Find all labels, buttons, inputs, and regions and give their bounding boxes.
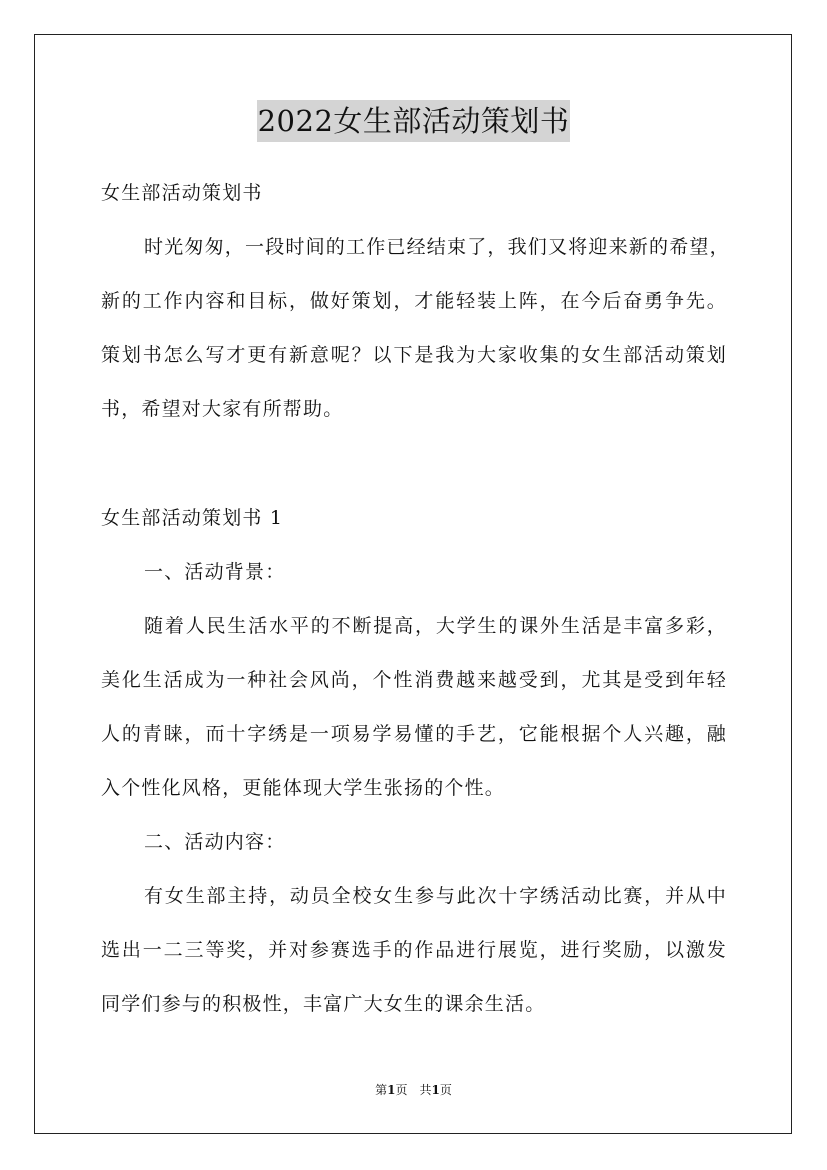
document-subtitle: 女生部活动策划书 <box>101 182 263 204</box>
heading-content: 二、活动内容： <box>144 831 286 853</box>
intro-line-1: 时光匆匆，一段时间的工作已经结束了，我们又将迎来新的希望， <box>144 236 730 258</box>
intro-line-4: 书，希望对大家有所帮助。 <box>101 398 344 420</box>
content-line-2: 选出一二三等奖，并对参赛选手的作品进行展览，进行奖励，以激发 <box>101 939 727 961</box>
footer-suffix: 页 <box>439 1083 452 1097</box>
content-line-1: 有女生部主持，动员全校女生参与此次十字绣活动比赛，并从中 <box>144 885 727 907</box>
background-line-1: 随着人民生活水平的不断提高，大学生的课外生活是丰富多彩， <box>144 615 727 637</box>
content-line-3: 同学们参与的积极性，丰富广大女生的课余生活。 <box>101 993 546 1015</box>
intro-line-3: 策划书怎么写才更有新意呢？以下是我为大家收集的女生部活动策划 <box>101 344 727 366</box>
footer-mid: 页 共 <box>395 1083 432 1097</box>
footer-prefix: 第 <box>375 1083 388 1097</box>
title-container <box>0 100 827 142</box>
section-title: 女生部活动策划书 1 <box>101 507 284 529</box>
background-line-2: 美化生活成为一种社会风尚，个性消费越来越受到，尤其是受到年轻 <box>101 669 727 691</box>
background-line-4: 入个性化风格，更能体现大学生张扬的个性。 <box>101 777 506 799</box>
document-title: 2022女生部活动策划书 <box>257 100 571 142</box>
background-line-3: 人的青睐，而十字绣是一项易学易懂的手艺，它能根据个人兴趣，融 <box>101 723 727 745</box>
footer-page-total: 1 <box>431 1083 440 1097</box>
footer-page-number: 1 <box>387 1083 396 1097</box>
heading-background: 一、活动背景： <box>144 561 286 583</box>
intro-line-2: 新的工作内容和目标，做好策划，才能轻装上阵，在今后奋勇争先。 <box>101 290 727 312</box>
page-footer <box>0 1082 827 1098</box>
